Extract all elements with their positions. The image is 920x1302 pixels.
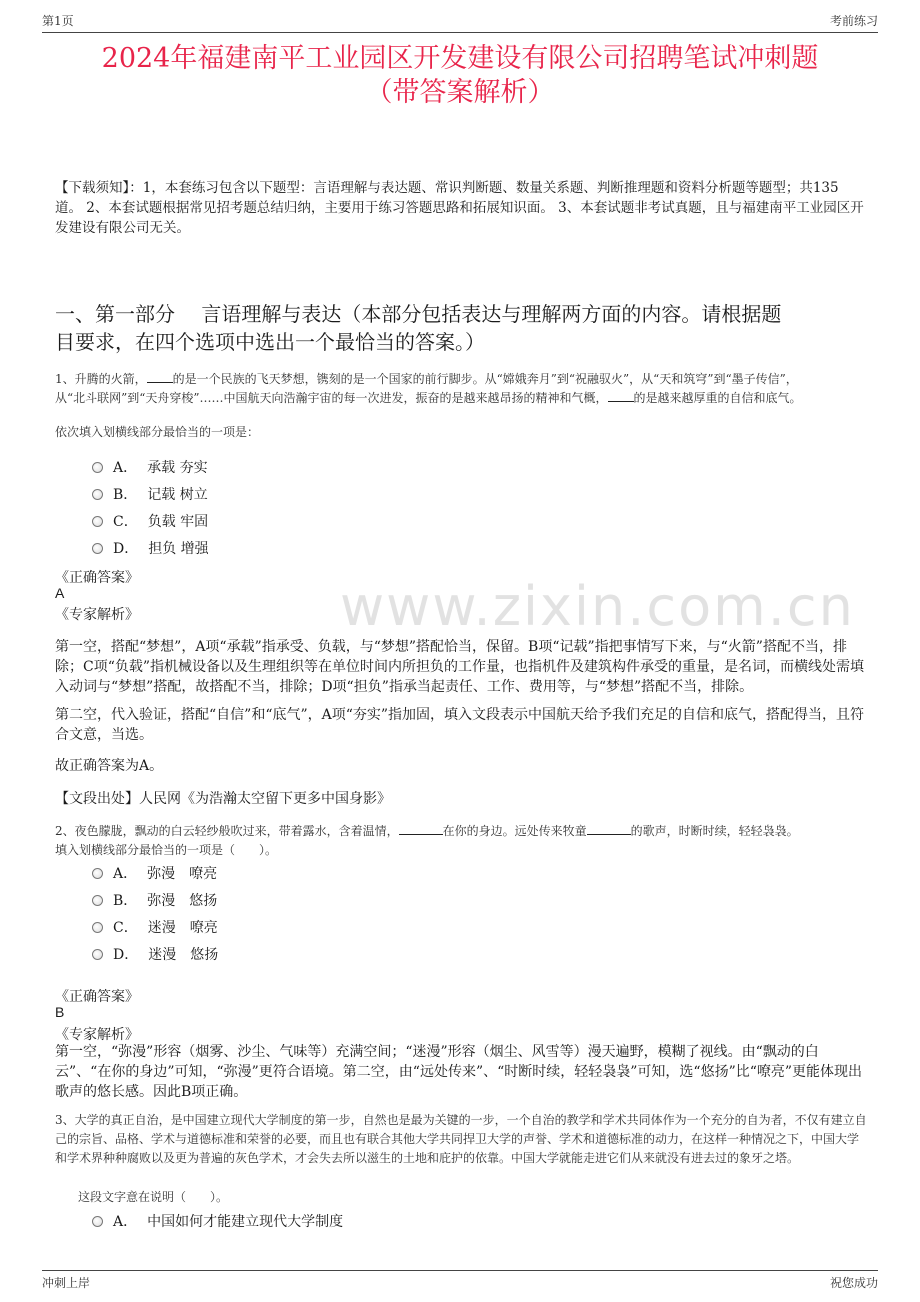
q1-analysis-label: 《专家解析》 <box>55 607 139 623</box>
q1-option-b[interactable] <box>92 484 208 504</box>
option-letter: B． <box>113 487 138 503</box>
option-letter: C． <box>113 920 138 936</box>
q1-text-part: 的是越来越厚重的自信和底气。 <box>633 391 802 405</box>
q2-option-a[interactable] <box>92 863 217 883</box>
q1-text-part: 的是一个民族的飞天梦想，镌刻的是一个国家的前行脚步。从“嫦娥奔月”到“祝融驭火”，从“天和筑穹”到“墨子传信”， <box>172 372 798 386</box>
q1-text-part: 1、升腾的火箭， <box>55 372 147 386</box>
page-number: 第1页 <box>42 14 74 28</box>
q2-text-part: 在你的身边。远处传来牧童 <box>442 824 587 838</box>
blank-line <box>608 401 634 402</box>
q1-analysis-paragraph-1: 第一空，搭配“梦想”，A项“承载”指承受、负载，与“梦想”搭配恰当，保留。B项“记载”指把事情写下来，与“火箭”搭配不当，排除；C项“负载”指机械设备以及生理组织等在单位时间内所担负的工作量，也指机件及建筑构件承受的重量，是名词，而横线处需填入动词与“梦想”搭配，故搭配不当，排除；D项“担负”指承当起责任、工作、费用等，与“梦想”搭配不当，排除。 <box>55 639 865 695</box>
q1-answer: A <box>55 585 65 601</box>
question-1-text <box>55 370 870 408</box>
q2-text-part: 的歌声，时断时续，轻轻袅袅。 <box>630 824 799 838</box>
q2-option-d[interactable] <box>92 944 218 964</box>
radio-icon[interactable] <box>92 895 103 906</box>
radio-icon[interactable] <box>92 868 103 879</box>
watermark: www.zixin.com.cn <box>340 575 855 638</box>
option-letter: C． <box>113 514 138 530</box>
option-letter: A． <box>113 1214 138 1230</box>
radio-icon[interactable] <box>92 516 103 527</box>
section-heading-line-2: 目要求，在四个选项中选出一个最恰当的答案。） <box>55 330 485 354</box>
footer-right: 祝您成功 <box>829 1276 878 1290</box>
option-text: 负载 牢固 <box>147 514 209 530</box>
option-letter: A． <box>113 866 138 882</box>
q2-option-c[interactable] <box>92 917 218 937</box>
radio-icon[interactable] <box>92 489 103 500</box>
blank-line <box>399 834 443 835</box>
radio-icon[interactable] <box>92 949 103 960</box>
question-2-text <box>55 822 870 860</box>
q2-option-b[interactable] <box>92 890 217 910</box>
q2-answer-label: 《正确答案》 <box>55 989 139 1005</box>
option-text: 记载 树立 <box>147 487 208 503</box>
option-letter: D． <box>113 947 139 963</box>
footer-left: 冲刺上岸 <box>42 1276 91 1290</box>
header-right-label: 考前练习 <box>829 14 878 28</box>
question-3-prompt: 这段文字意在说明（ ）。 <box>78 1190 229 1204</box>
q2-analysis: 第一空，“弥漫”形容（烟雾、沙尘、气味等）充满空间；“迷漫”形容（烟尘、风雪等）漫天遍野，模糊了视线。由“飘动的白云”、“在你的身边”可知，“弥漫”更符合语境。第二空，由“远处传来”、“时断时续，轻轻袅袅”可知，选“悠扬”比“嘹亮”更能体现出歌声的悠长感。因此B项正确。 <box>55 1044 863 1100</box>
q2-answer: B <box>55 1004 65 1020</box>
q1-option-c[interactable] <box>92 511 208 531</box>
question-1-prompt: 依次填入划横线部分最恰当的一项是： <box>55 425 260 439</box>
q1-conclusion: 故正确答案为A。 <box>55 758 164 774</box>
radio-icon[interactable] <box>92 1216 103 1227</box>
page-header <box>42 12 878 33</box>
option-text: 迷漫 嘹亮 <box>147 920 218 936</box>
radio-icon[interactable] <box>92 462 103 473</box>
title-line-1: 2024年福建南平工业园区开发建设有限公司招聘笔试冲刺题 <box>101 43 819 74</box>
option-letter: D． <box>113 541 139 557</box>
page-footer <box>42 1270 878 1294</box>
q1-analysis-paragraph-2: 第二空，代入验证，搭配“自信”和“底气”，A项“夯实”指加固，填入文段表示中国航天给予我们充足的自信和底气，搭配得当，且符合文意，当选。 <box>55 707 865 743</box>
option-text: 中国如何才能建立现代大学制度 <box>147 1214 344 1230</box>
q1-option-a[interactable] <box>92 457 208 477</box>
title-line-2: （带答案解析） <box>365 77 555 108</box>
option-letter: B． <box>113 893 138 909</box>
option-text: 弥漫 悠扬 <box>147 893 218 909</box>
radio-icon[interactable] <box>92 922 103 933</box>
question-3-text: 3、大学的真正自治，是中国建立现代大学制度的第一步，自然也是最为关键的一步，一个自治的教学和学术共同体作为一个充分的自为者，不仅有建立自己的宗旨、品格、学术与道德标准和荣誉的必要，而且也有联合其他大学共同捍卫大学的声誉、学术和道德标准的动力，在这样一种情况之下，中国大学和学术界种种腐败以及更为普遍的灰色学术，才会失去所以滋生的土地和庇护的依靠。中国大学就能走进它们从来就没有进去过的象牙之塔。 <box>55 1113 867 1165</box>
download-notice: 【下载须知】：1，本套练习包含以下题型：言语理解与表达题、常识判断题、数量关系题、判断推理题和资料分析题等题型；共135道。 2、本套试题根据常见招考题总结归纳，主要用于练习答题思路和拓展知识面。 3、本套试题非考试真题，且与福建南平工业园区开发建设有限公司无关。 <box>55 180 864 236</box>
q1-answer-label: 《正确答案》 <box>55 570 139 586</box>
q1-text-part: 从“北斗联网”到“天舟穿梭”……中国航天向浩瀚宇宙的每一次进发，振奋的是越来越昂扬的精神和气概， <box>55 391 608 405</box>
blank-line <box>587 834 631 835</box>
document-title <box>30 42 890 110</box>
q1-option-d[interactable] <box>92 538 209 558</box>
question-2-prompt: 填入划横线部分最恰当的一项是（ ）。 <box>55 843 278 857</box>
q3-option-a[interactable] <box>92 1211 343 1231</box>
q2-text-part: 2、夜色朦胧，飘动的白云轻纱般吹过来，带着露水，含着温情， <box>55 824 399 838</box>
option-text: 迷漫 悠扬 <box>148 947 219 963</box>
option-letter: A． <box>113 460 138 476</box>
option-text: 承载 夯实 <box>147 460 208 476</box>
option-text: 弥漫 嘹亮 <box>147 866 218 882</box>
radio-icon[interactable] <box>92 543 103 554</box>
section-heading <box>55 300 865 356</box>
option-text: 担负 增强 <box>148 541 209 557</box>
section-heading-line-1: 一、第一部分 言语理解与表达（本部分包括表达与理解两方面的内容。请根据题 <box>55 302 782 326</box>
q2-analysis-label: 《专家解析》 <box>55 1027 139 1043</box>
q1-source: 【文段出处】人民网《为浩瀚太空留下更多中国身影》 <box>55 791 391 807</box>
blank-line <box>147 382 173 383</box>
